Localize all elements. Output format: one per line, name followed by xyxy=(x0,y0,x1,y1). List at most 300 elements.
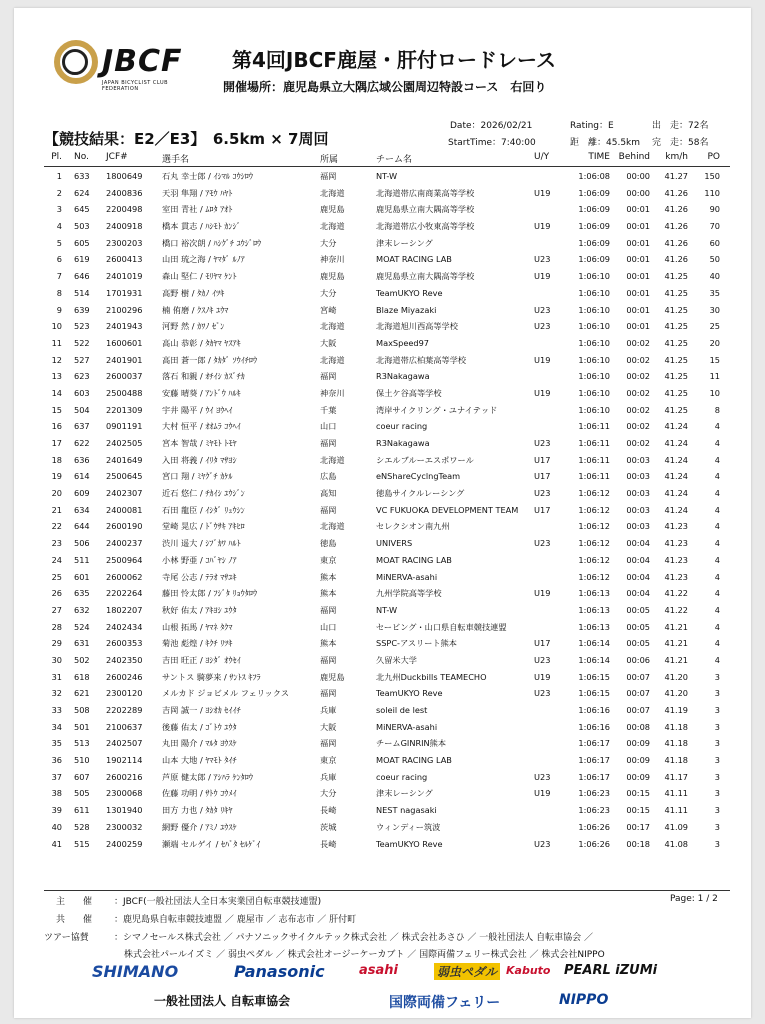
table-row xyxy=(44,702,730,719)
cell-time: 1:06:09 xyxy=(578,254,610,265)
cell-name: 入田 将義 / ｲﾘﾀ ﾏｻﾖｼ xyxy=(162,454,237,465)
cell-team: NT-W xyxy=(376,604,398,615)
cell-team: 九州学院高等学校 xyxy=(376,588,442,599)
cell-kmh: 41.21 xyxy=(664,654,688,665)
results-table xyxy=(44,168,730,852)
cell-kmh: 41.23 xyxy=(664,554,688,565)
cell-behind: 00:02 xyxy=(626,354,650,365)
cell-time: 1:06:11 xyxy=(578,454,610,465)
cell-behind: 00:01 xyxy=(626,271,650,282)
cell-time: 1:06:14 xyxy=(578,638,610,649)
cell-pref: 神奈川 xyxy=(320,387,345,398)
table-row xyxy=(44,785,730,802)
cell-team: 鹿児島県立南大隅高等学校 xyxy=(376,204,475,215)
cell-uy: U23 xyxy=(534,538,551,549)
cell-kmh: 41.18 xyxy=(664,721,688,732)
cell-po: 3 xyxy=(714,721,720,732)
table-row xyxy=(44,802,730,819)
cell-kmh: 41.25 xyxy=(664,371,688,382)
cell-kmh: 41.25 xyxy=(664,337,688,348)
cell-name: 佐藤 功明 / ｻﾄｳ ｺｳﾒｲ xyxy=(162,788,237,799)
cell-no: 644 xyxy=(74,521,90,532)
cell-po: 3 xyxy=(714,788,720,799)
cell-uy: U17 xyxy=(534,454,551,465)
race-title: 第4回JBCF鹿屋・肝付ロードレース xyxy=(232,48,556,72)
cell-no: 514 xyxy=(74,287,90,298)
cell-kmh: 41.21 xyxy=(664,621,688,632)
cell-pl: 7 xyxy=(56,271,62,282)
cell-time: 1:06:13 xyxy=(578,604,610,615)
cell-time: 1:06:12 xyxy=(578,488,610,499)
cell-jcf: 2401019 xyxy=(106,271,143,282)
cell-name: 宮口 翔 / ﾐﾔｸﾞﾁ ｶｹﾙ xyxy=(162,471,233,482)
cell-name: 高田 蒼一郎 / ﾀｶﾀﾞ ｿｳｲﾁﾛｳ xyxy=(162,354,258,365)
cell-pl: 3 xyxy=(56,204,62,215)
cell-no: 524 xyxy=(74,621,90,632)
cell-time: 1:06:11 xyxy=(578,421,610,432)
cell-pl: 17 xyxy=(51,438,62,448)
cell-team: R3Nakagawa xyxy=(376,371,430,382)
cell-kmh: 41.26 xyxy=(664,187,688,198)
cell-kmh: 41.20 xyxy=(664,671,688,682)
cell-pref: 北海道 xyxy=(320,221,345,232)
cell-team: MOAT RACING LAB xyxy=(376,755,452,766)
cell-no: 527 xyxy=(74,354,90,365)
cell-pref: 福岡 xyxy=(320,438,337,448)
pearl-izumi-logo: PEARL iZUMi xyxy=(564,963,658,978)
cell-kmh: 41.09 xyxy=(664,821,688,832)
cell-pl: 8 xyxy=(56,287,62,298)
cell-team: 北海道帯広柏葉高等学校 xyxy=(376,354,467,365)
shimano-logo: SHIMANO xyxy=(92,962,179,981)
cell-po: 10 xyxy=(709,387,720,398)
cell-no: 515 xyxy=(74,838,90,849)
cell-pref: 北海道 xyxy=(320,454,345,465)
cell-name: 秋好 佑太 / ｱｷﾖｼ ﾕｳﾀ xyxy=(162,604,237,615)
cell-po: 4 xyxy=(714,638,720,649)
cell-pref: 大分 xyxy=(320,788,337,799)
cell-po: 4 xyxy=(714,471,720,482)
cell-jcf: 2500645 xyxy=(106,471,143,482)
cell-behind: 00:02 xyxy=(626,404,650,415)
cell-kmh: 41.26 xyxy=(664,221,688,232)
cell-po: 4 xyxy=(714,554,720,565)
cell-pl: 32 xyxy=(51,688,62,699)
cell-pl: 33 xyxy=(51,705,62,715)
cell-behind: 00:04 xyxy=(626,588,650,599)
cell-no: 513 xyxy=(74,738,90,749)
cell-no: 605 xyxy=(74,237,90,248)
starters: 出 走：72名 xyxy=(652,121,709,131)
cell-no: 511 xyxy=(74,554,90,565)
cell-time: 1:06:08 xyxy=(578,171,610,181)
table-row xyxy=(44,685,730,702)
cell-pl: 35 xyxy=(51,738,62,749)
cell-time: 1:06:12 xyxy=(578,571,610,582)
table-row xyxy=(44,502,730,519)
cell-po: 4 xyxy=(714,604,720,615)
cell-time: 1:06:10 xyxy=(578,337,610,348)
cell-jcf: 2401649 xyxy=(106,454,143,465)
cell-jcf: 1800649 xyxy=(106,171,143,181)
col-time: TIME xyxy=(588,152,610,162)
cell-kmh: 41.19 xyxy=(664,705,688,715)
cell-time: 1:06:12 xyxy=(578,504,610,515)
cell-time: 1:06:14 xyxy=(578,654,610,665)
cell-po: 4 xyxy=(714,421,720,432)
table-row xyxy=(44,635,730,652)
cell-team: チームGINRIN熊本 xyxy=(376,738,447,749)
cell-po: 3 xyxy=(714,821,720,832)
tour-sponsor-line2: 株式会社パールイズミ ／ 弱虫ペダル ／ 株式会社オージーケーカブト ／ 国際両備フェリー株式会社 ／ 株式会社NIPPO xyxy=(124,950,605,960)
table-row xyxy=(44,719,730,736)
cell-time: 1:06:13 xyxy=(578,588,610,599)
cell-pl: 16 xyxy=(51,421,62,432)
cell-pl: 21 xyxy=(51,504,62,515)
cell-jcf: 2100296 xyxy=(106,304,143,315)
table-row xyxy=(44,201,730,218)
cell-pl: 2 xyxy=(56,187,62,198)
cell-team: シエルブルーエスポワール xyxy=(376,454,474,465)
table-row xyxy=(44,235,730,252)
cell-pl: 20 xyxy=(51,488,62,499)
cell-team: 湾岸サイクリング・ユナイテッド xyxy=(376,404,498,415)
cell-jcf: 2500488 xyxy=(106,387,143,398)
cell-pl: 14 xyxy=(51,387,62,398)
cell-no: 622 xyxy=(74,438,90,448)
table-row xyxy=(44,836,730,853)
cell-po: 50 xyxy=(709,254,720,265)
cell-jcf: 2500964 xyxy=(106,554,143,565)
start-time: StartTime：7:40:00 xyxy=(448,138,536,148)
cell-team: MiNERVA-asahi xyxy=(376,721,438,732)
cell-jcf: 2402507 xyxy=(106,738,143,749)
cell-no: 603 xyxy=(74,387,90,398)
cell-pl: 9 xyxy=(56,304,62,315)
cell-behind: 00:08 xyxy=(626,721,650,732)
cell-no: 632 xyxy=(74,604,90,615)
cell-jcf: 1600601 xyxy=(106,337,143,348)
cell-pref: 北海道 xyxy=(320,521,345,532)
cell-pl: 4 xyxy=(56,221,62,232)
cell-time: 1:06:17 xyxy=(578,738,610,749)
cell-team: 津末レーシング xyxy=(376,237,433,248)
cell-kmh: 41.24 xyxy=(664,471,688,482)
cell-no: 528 xyxy=(74,821,90,832)
cell-uy: U19 xyxy=(534,271,551,282)
table-row xyxy=(44,352,730,369)
cell-pref: 北海道 xyxy=(320,354,345,365)
cell-behind: 00:07 xyxy=(626,688,650,699)
cell-time: 1:06:17 xyxy=(578,771,610,782)
cell-pref: 福岡 xyxy=(320,604,337,615)
cell-po: 3 xyxy=(714,805,720,816)
cell-po: 4 xyxy=(714,488,720,499)
cell-team: 北海道帯広南商業高等学校 xyxy=(376,187,475,198)
cell-uy: U23 xyxy=(534,688,551,699)
cell-pref: 茨城 xyxy=(320,821,337,832)
venue: 開催場所：鹿児島県立大隅広域公園周辺特設コース 右回り xyxy=(223,80,547,94)
cell-po: 3 xyxy=(714,738,720,749)
cell-jcf: 2600190 xyxy=(106,521,143,532)
cell-time: 1:06:10 xyxy=(578,404,610,415)
cell-kmh: 41.25 xyxy=(664,321,688,332)
ryobi-ferry-logo: 国際両備フェリー xyxy=(389,995,501,1011)
cell-time: 1:06:09 xyxy=(578,187,610,198)
cell-jcf: 1802207 xyxy=(106,604,143,615)
cell-pref: 徳島 xyxy=(320,538,337,549)
table-row xyxy=(44,402,730,419)
cell-pl: 34 xyxy=(51,721,62,732)
col-pref: 所属 xyxy=(320,155,339,165)
cell-po: 30 xyxy=(709,304,720,315)
cell-jcf: 2100637 xyxy=(106,721,143,732)
cell-team: Blaze Miyazaki xyxy=(376,304,437,315)
cell-pref: 兵庫 xyxy=(320,771,337,782)
cell-po: 3 xyxy=(714,688,720,699)
cell-name: 石丸 幸士郎 / ｲｼﾏﾙ ｺｳｼﾛｳ xyxy=(162,171,253,181)
cell-team: UNIVERS xyxy=(376,538,413,549)
cell-no: 508 xyxy=(74,705,90,715)
table-row xyxy=(44,268,730,285)
cell-name: 網野 優介 / ｱﾐﾉ ﾕｳｽｹ xyxy=(162,821,237,832)
col-po: PO xyxy=(707,152,720,162)
cell-pref: 福岡 xyxy=(320,654,337,665)
cell-jcf: 0901191 xyxy=(106,421,143,432)
cell-time: 1:06:23 xyxy=(578,788,610,799)
cell-no: 621 xyxy=(74,688,90,699)
cell-behind: 00:18 xyxy=(626,838,650,849)
cell-pl: 10 xyxy=(51,321,62,332)
cell-time: 1:06:09 xyxy=(578,237,610,248)
cell-behind: 00:05 xyxy=(626,621,650,632)
cell-time: 1:06:16 xyxy=(578,705,610,715)
cell-team: coeur racing xyxy=(376,771,428,782)
col-pl: Pl. xyxy=(51,152,62,162)
cell-no: 502 xyxy=(74,654,90,665)
cell-name: 室田 青社 / ﾑﾛﾀ ｱｵﾄ xyxy=(162,204,233,215)
cell-po: 90 xyxy=(709,204,720,215)
cell-behind: 00:03 xyxy=(626,454,650,465)
table-row xyxy=(44,585,730,602)
table-row xyxy=(44,452,730,469)
cell-behind: 00:00 xyxy=(626,187,650,198)
cell-team: NT-W xyxy=(376,171,398,181)
cell-pl: 12 xyxy=(51,354,62,365)
col-behind: Behind xyxy=(618,152,650,162)
cell-kmh: 41.24 xyxy=(664,488,688,499)
table-row xyxy=(44,285,730,302)
table-row xyxy=(44,819,730,836)
cell-time: 1:06:26 xyxy=(578,838,610,849)
cell-time: 1:06:11 xyxy=(578,438,610,448)
cell-name: 石田 龍臣 / ｲｼﾀﾞ ﾘｭｳｼﾝ xyxy=(162,504,245,515)
table-row xyxy=(44,652,730,669)
table-row xyxy=(44,569,730,586)
cell-behind: 00:03 xyxy=(626,521,650,532)
cell-po: 3 xyxy=(714,671,720,682)
cell-behind: 00:01 xyxy=(626,221,650,232)
cell-uy: U23 xyxy=(534,654,551,665)
cell-jcf: 2402307 xyxy=(106,488,143,499)
cell-time: 1:06:10 xyxy=(578,387,610,398)
cell-team: MaxSpeed97 xyxy=(376,337,430,348)
panasonic-logo: Panasonic xyxy=(234,962,325,981)
cell-po: 60 xyxy=(709,237,720,248)
cell-uy: U19 xyxy=(534,354,551,365)
cell-pl: 11 xyxy=(51,337,62,348)
cell-kmh: 41.23 xyxy=(664,521,688,532)
cell-team: VC FUKUOKA DEVELOPMENT TEAM xyxy=(376,504,519,515)
cell-pref: 熊本 xyxy=(320,571,337,582)
cell-time: 1:06:26 xyxy=(578,821,610,832)
cell-name: 森山 堅仁 / ﾓﾘﾔﾏ ｹﾝﾄ xyxy=(162,271,237,282)
cell-time: 1:06:12 xyxy=(578,554,610,565)
co-organizer: ：鹿児島県自転車競技連盟 ／ 鹿屋市 ／ 志布志市 ／ 肝付町 xyxy=(114,915,357,925)
cell-pref: 福岡 xyxy=(320,504,337,515)
cell-no: 522 xyxy=(74,337,90,348)
cell-name: 大村 恒平 / ｵｵﾑﾗ ｺｳﾍｲ xyxy=(162,421,241,432)
cell-team: 保土ケ谷高等学校 xyxy=(376,387,442,398)
cell-uy: U19 xyxy=(534,187,551,198)
result-title: 【競技結果：E2／E3】 6.5km × 7周回 xyxy=(44,130,329,148)
cell-name: 山田 琉之海 / ﾔﾏﾀﾞ ﾙﾉｱ xyxy=(162,254,245,265)
cell-name: 菊池 彪煌 / ｷｸﾁ ﾘﾂｷ xyxy=(162,638,233,649)
table-row xyxy=(44,619,730,636)
cell-name: 安藤 晴葵 / ｱﾝﾄﾞｳ ﾊﾙｷ xyxy=(162,387,241,398)
table-row xyxy=(44,602,730,619)
cell-pref: 長崎 xyxy=(320,805,337,816)
cell-pl: 38 xyxy=(51,788,62,799)
cell-po: 35 xyxy=(709,287,720,298)
col-kmh: km/h xyxy=(665,152,688,162)
col-jcf: JCF# xyxy=(106,152,128,162)
cell-time: 1:06:10 xyxy=(578,321,610,332)
cell-team: TeamUKYO Reve xyxy=(376,287,443,298)
tour-sponsor-line1: ：シマノセールス株式会社 ／ パナソニックサイクルテック株式会社 ／ 株式会社あさひ ／ 一般社団法人 自転車協会 ／ xyxy=(114,933,594,943)
cell-team: ウィンディー筑波 xyxy=(376,821,441,832)
table-row xyxy=(44,769,730,786)
cell-no: 510 xyxy=(74,755,90,766)
cell-jcf: 2402434 xyxy=(106,621,143,632)
cell-team: TeamUKYO Reve xyxy=(376,688,443,699)
cell-time: 1:06:10 xyxy=(578,354,610,365)
cell-kmh: 41.24 xyxy=(664,438,688,448)
cell-behind: 00:09 xyxy=(626,738,650,749)
cell-pl: 13 xyxy=(51,371,62,382)
cell-team: MOAT RACING LAB xyxy=(376,554,452,565)
cell-kmh: 41.21 xyxy=(664,638,688,649)
cell-name: 楠 侑磨 / ｸｽﾉｷ ﾕｳﾏ xyxy=(162,304,229,315)
cell-pref: 北海道 xyxy=(320,321,345,332)
cell-name: 宇井 陽平 / ｳｲ ﾖｳﾍｲ xyxy=(162,404,233,415)
cell-behind: 00:04 xyxy=(626,538,650,549)
cell-behind: 00:15 xyxy=(626,788,650,799)
cell-behind: 00:07 xyxy=(626,705,650,715)
cell-team: セレクシオン南九州 xyxy=(376,521,450,532)
cell-kmh: 41.25 xyxy=(664,387,688,398)
cell-time: 1:06:10 xyxy=(578,287,610,298)
cell-pref: 福岡 xyxy=(320,688,337,699)
cell-no: 645 xyxy=(74,204,90,215)
cell-pref: 宮崎 xyxy=(320,304,337,315)
cell-pl: 22 xyxy=(51,521,62,532)
cell-jcf: 2401901 xyxy=(106,354,143,365)
cell-uy: U17 xyxy=(534,471,551,482)
cell-team: 津末レーシング xyxy=(376,788,433,799)
cell-po: 4 xyxy=(714,588,720,599)
cell-jcf: 2300120 xyxy=(106,688,143,699)
cell-name: サントス 騎夢来 / ｻﾝﾄｽ ｷﾌﾗ xyxy=(162,671,261,682)
cell-team: 北海道旭川西高等学校 xyxy=(376,321,458,332)
cell-no: 637 xyxy=(74,421,90,432)
cell-pl: 24 xyxy=(51,554,62,565)
cell-name: 橋口 裕次朗 / ﾊｼｸﾞﾁ ﾕｳｼﾞﾛｳ xyxy=(162,237,262,248)
cell-po: 4 xyxy=(714,538,720,549)
cell-pl: 39 xyxy=(51,805,62,816)
cell-behind: 00:00 xyxy=(626,171,650,181)
cell-po: 110 xyxy=(704,187,720,198)
cell-name: 山本 大地 / ﾔﾏﾓﾄ ﾀｲﾁ xyxy=(162,755,237,766)
cell-no: 624 xyxy=(74,187,90,198)
cell-pref: 鹿児島 xyxy=(320,204,345,215)
cell-name: 堂崎 晃広 / ﾄﾞｳｻｷ ｱｷﾋﾛ xyxy=(162,521,245,532)
col-no: No. xyxy=(74,152,89,162)
cell-jcf: 2300032 xyxy=(106,821,143,832)
cell-pref: 熊本 xyxy=(320,638,337,649)
cell-pl: 27 xyxy=(51,604,62,615)
cell-name: 後藤 佑太 / ｺﾞﾄｳ ﾕｳﾀ xyxy=(162,721,237,732)
cell-pref: 大阪 xyxy=(320,337,337,348)
cell-no: 523 xyxy=(74,321,90,332)
cell-pref: 神奈川 xyxy=(320,254,345,265)
cell-po: 4 xyxy=(714,504,720,515)
cell-pl: 29 xyxy=(51,638,62,649)
table-row xyxy=(44,535,730,552)
cell-team: 久留米大学 xyxy=(376,654,417,665)
cell-pref: 広島 xyxy=(320,471,337,482)
col-uy: U/Y xyxy=(534,152,550,162)
cell-po: 4 xyxy=(714,621,720,632)
cell-no: 639 xyxy=(74,304,90,315)
kabuto-logo: Kabuto xyxy=(506,964,551,977)
cell-kmh: 41.26 xyxy=(664,237,688,248)
cell-pl: 36 xyxy=(51,755,62,766)
cell-behind: 00:04 xyxy=(626,554,650,565)
cell-name: 高野 樹 / ﾀｶﾉ ｲﾂｷ xyxy=(162,287,225,298)
race-date: Date：2026/02/21 xyxy=(450,121,533,131)
cell-behind: 00:01 xyxy=(626,304,650,315)
cell-team: coeur racing xyxy=(376,421,428,432)
cell-name: 丸田 陽介 / ﾏﾙﾀ ﾖｳｽｹ xyxy=(162,738,237,749)
cell-kmh: 41.25 xyxy=(664,304,688,315)
table-row xyxy=(44,552,730,569)
tour-sponsor-label: ツアー協賛 xyxy=(44,933,89,943)
cell-kmh: 41.20 xyxy=(664,688,688,699)
cell-team: 徳島サイクルレーシング xyxy=(376,488,465,499)
cell-kmh: 41.25 xyxy=(664,354,688,365)
cell-name: 吉田 旺正 / ﾖｼﾀﾞ ｵｳｾｲ xyxy=(162,654,241,665)
cell-no: 636 xyxy=(74,454,90,465)
cell-uy: U23 xyxy=(534,254,551,265)
cell-behind: 00:01 xyxy=(626,237,650,248)
cell-pl: 6 xyxy=(56,254,62,265)
cell-uy: U19 xyxy=(534,671,551,682)
cell-kmh: 41.25 xyxy=(664,404,688,415)
table-row xyxy=(44,735,730,752)
cell-team: 北海道帯広小牧東高等学校 xyxy=(376,221,475,232)
cell-name: 渋川 遥大 / ｼﾌﾞｶﾜ ﾊﾙﾄ xyxy=(162,538,241,549)
